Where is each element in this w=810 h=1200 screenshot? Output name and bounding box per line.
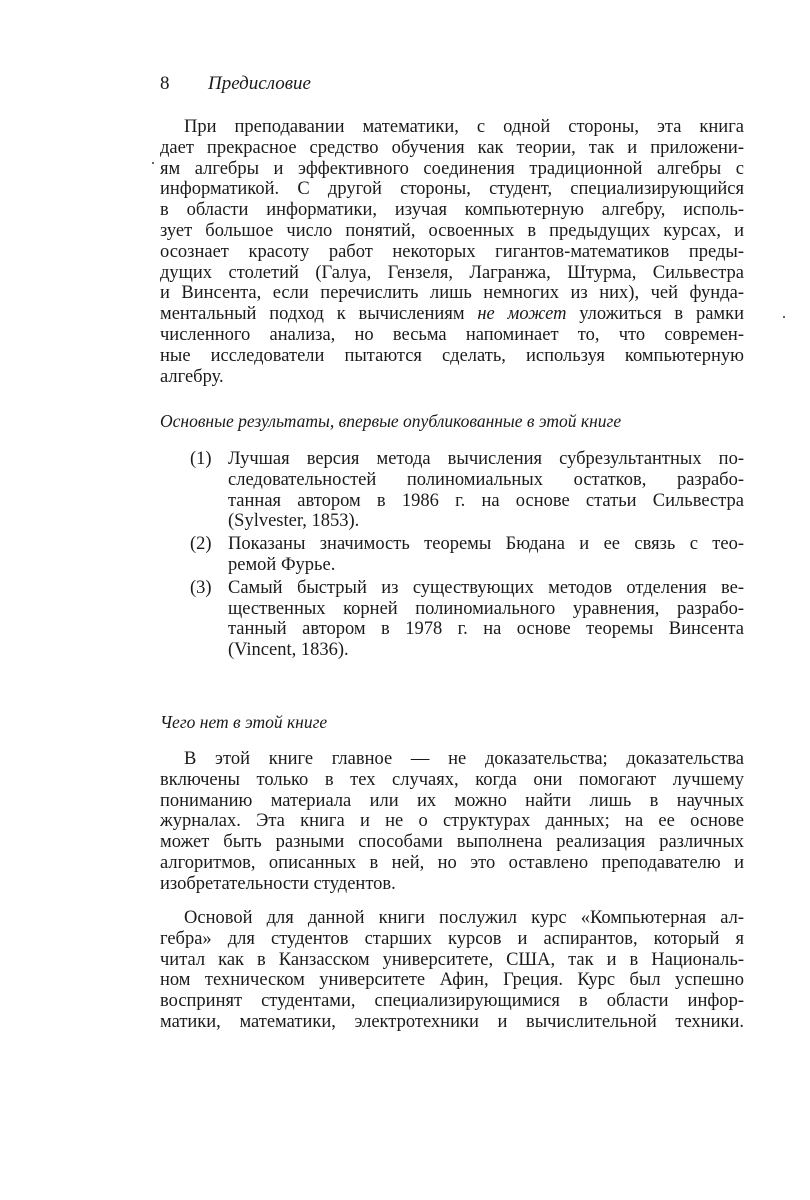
missing-paragraph-2: [160, 908, 744, 1033]
text-line: и Винсента, если перечислить лишь немногих из них), чей фунда-: [160, 283, 744, 304]
text-line: осознает красоту работ некоторых гигантов-математиков преды-: [160, 241, 744, 262]
text-line: информатикой. С другой стороны, студент, специализирующийся: [160, 179, 744, 200]
text-line: матики, математики, электротехники и вычислительной техники.: [160, 1011, 744, 1032]
text-line: пониманию материала или их можно найти лишь в научных: [160, 790, 744, 811]
text-line: алгоритмов, описанных в ней, но это оставлено преподавателю и: [160, 852, 744, 873]
text-line: Показаны значимость теоремы Бюдана и ее связь с тео-: [228, 534, 744, 555]
text-line-mixed: [160, 304, 744, 325]
text-line: ные исследователи пытаются сделать, используя компьютерную: [160, 345, 744, 366]
text-line: включены только в тех случаях, когда они помогают лучшему: [160, 769, 744, 790]
text-fragment: уложиться в рамки: [579, 304, 745, 325]
text-line: ном техническом университете Афин, Греция. Курс был успешно: [160, 970, 744, 991]
missing-heading: Чего нет в этой книге: [160, 712, 328, 732]
text-line: щественных корней полиномиального уравнения, разрабо-: [228, 598, 744, 619]
text-line: численного анализа, но весьма напоминает то, что современ-: [160, 324, 744, 345]
chapter-title: Предисловие: [208, 73, 311, 94]
running-header: [160, 72, 311, 96]
text-line: дущих столетий (Галуа, Гензеля, Лагранжа, Штурма, Сильвестра: [160, 262, 744, 283]
text-line: ремой Фурье.: [228, 554, 336, 575]
text-line: При преподавании математики, с одной стороны, эта книга: [184, 117, 744, 137]
list-item: [190, 449, 744, 532]
text-line: в области информатики, изучая компьютерную алгебру, исполь-: [160, 200, 744, 221]
scan-speck: [783, 316, 785, 318]
emphasis: не может: [477, 304, 567, 325]
text-line: (Sylvester, 1853).: [228, 511, 360, 532]
text-line: гебра» для студентов старших курсов и аспирантов, который я: [160, 928, 744, 949]
list-marker: (3): [190, 577, 212, 598]
text-line: может быть разными способами выполнена реализация различных: [160, 832, 744, 853]
text-line: Самый быстрый из существующих методов отделения ве-: [228, 577, 744, 598]
missing-paragraph-1: [160, 749, 744, 895]
list-item: [190, 534, 744, 576]
results-heading: Основные результаты, впервые опубликованные в этой книге: [160, 411, 622, 431]
page-number: 8: [160, 73, 170, 94]
scan-speck: [152, 162, 154, 164]
list-item: [190, 578, 744, 661]
text-line: танная автором в 1986 г. на основе статьи Сильвестра: [228, 490, 744, 511]
results-list: [190, 449, 744, 663]
text-line: Основой для данной книги послужил курс «Компьютерная ал-: [184, 908, 744, 928]
list-marker: (2): [190, 534, 212, 555]
text-line: читал как в Канзасском университете, США, так и в Националь-: [160, 949, 744, 970]
text-line: следовательностей полиномиальных остатков, разрабо-: [228, 469, 744, 490]
text-line: воспринят студентами, специализирующимися в области инфор-: [160, 991, 744, 1012]
text-line: В этой книге главное — не доказательства; доказательства: [184, 749, 744, 769]
text-line: Лучшая версия метода вычисления субрезультантных по-: [228, 449, 744, 469]
text-line: ям алгебры и эффективного соединения традиционной алгебры с: [160, 158, 744, 179]
text-line: алгебру.: [160, 366, 224, 387]
text-line: зует большое число понятий, освоенных в предыдущих курсах, и: [160, 220, 744, 241]
text-line: (Vincent, 1836).: [228, 640, 349, 661]
text-line: журналах. Эта книга и не о структурах данных; на ее основе: [160, 811, 744, 832]
text-line: дает прекрасное средство обучения как теории, так и приложени-: [160, 137, 744, 158]
text-fragment: ментальный подход к вычислениям: [160, 304, 465, 325]
intro-paragraph: [160, 117, 744, 387]
list-marker: (1): [190, 449, 212, 469]
text-line: изобретательности студентов.: [160, 873, 396, 894]
text-line: танный автором в 1978 г. на основе теоремы Винсента: [228, 619, 744, 640]
